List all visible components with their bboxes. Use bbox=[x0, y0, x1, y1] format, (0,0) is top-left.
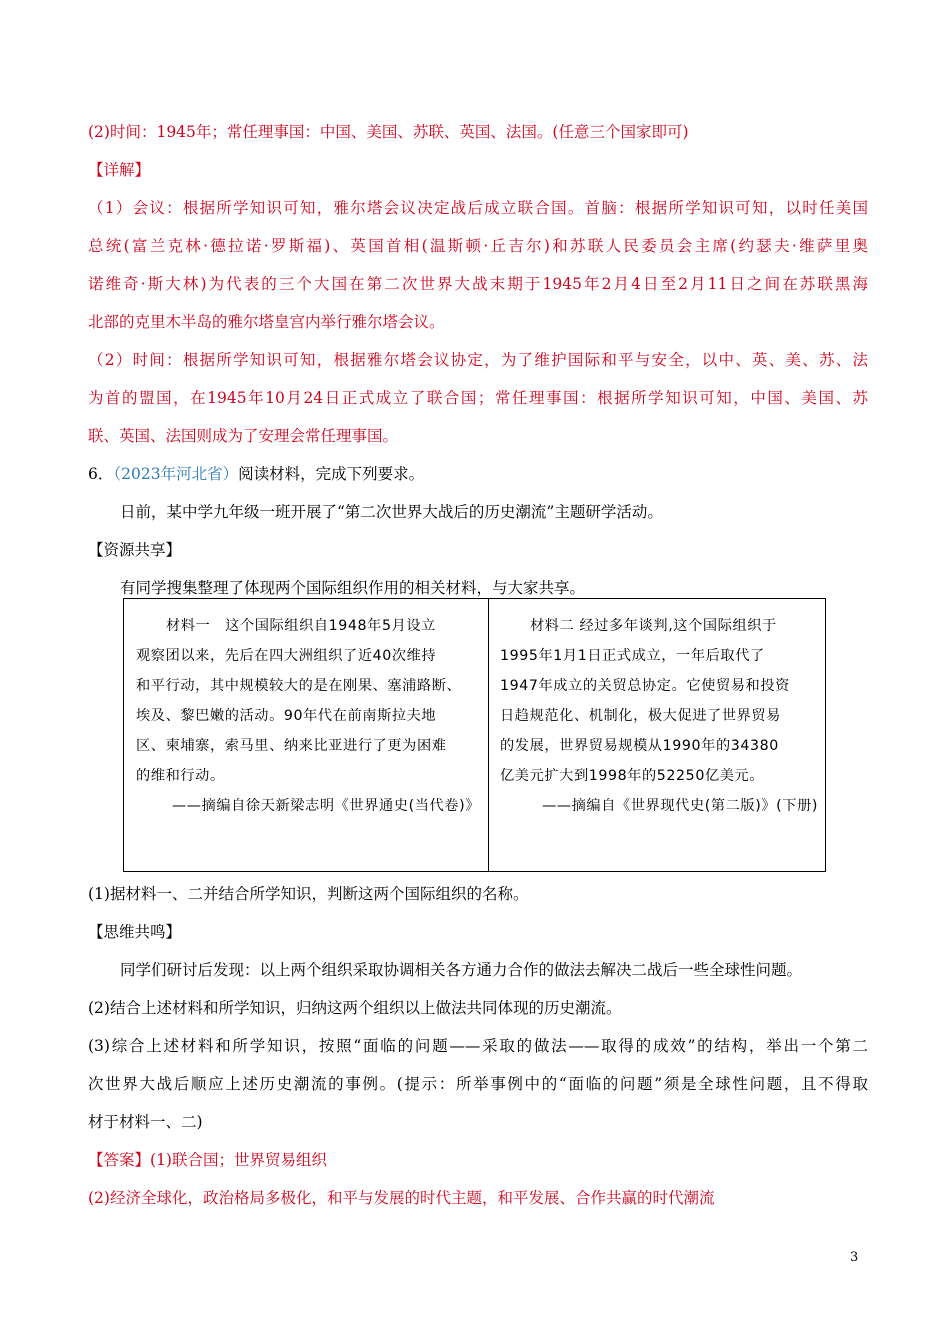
question-part-3-line-3: 材于材料一、二) bbox=[88, 1113, 203, 1131]
material-1-line: 的维和行动。 bbox=[136, 768, 225, 784]
material-2-line: 亿美元扩大到1998年的52250亿美元。 bbox=[500, 768, 765, 784]
detail-paragraph-1-line-1: （1）会议：根据所学知识可知，雅尔塔会议决定战后成立联合国。首脑：根据所学知识可知，以时任美国 bbox=[88, 199, 868, 217]
answer-part-2: (2)经济全球化，政治格局多极化，和平与发展的时代主题，和平发展、合作共赢的时代潮流 bbox=[88, 1189, 715, 1207]
question-6-header bbox=[88, 464, 868, 484]
question-part-3-line-1: (3)综合上述材料和所学知识，按照“面临的问题——采取的做法——取得的成效”的结构，举出一个第二 bbox=[88, 1037, 868, 1055]
question-part-1: (1)据材料一、二并结合所学知识，判断这两个国际组织的名称。 bbox=[88, 885, 529, 903]
resource-share-heading: 【资源共享】 bbox=[88, 541, 182, 559]
detail-paragraph-1-line-4: 北部的克里木半岛的雅尔塔皇宫内举行雅尔塔会议。 bbox=[88, 313, 445, 331]
page-number: 3 bbox=[850, 1250, 859, 1265]
question-intro: 日前，某中学九年级一班开展了“第二次世界大战后的历史潮流”主题研学活动。 bbox=[120, 503, 663, 521]
question-prompt: 阅读材料，完成下列要求。 bbox=[238, 465, 425, 483]
answer-line-2: (2)时间：1945年；常任理事国：中国、美国、苏联、英国、法国。(任意三个国家即可) bbox=[88, 123, 689, 141]
material-2-line: 日趋规范化、机制化，极大促进了世界贸易 bbox=[500, 708, 781, 724]
material-1-source: ——摘编自徐天新梁志明《世界通史(当代卷)》 bbox=[171, 798, 480, 814]
material-2-line: 1947年成立的关贸总协定。它使贸易和投资 bbox=[500, 678, 790, 694]
detail-heading: 【详解】 bbox=[88, 161, 151, 179]
question-part-2: (2)结合上述材料和所学知识，归纳这两个组织以上做法共同体现的历史潮流。 bbox=[88, 999, 622, 1017]
material-2-line: 材料二 经过多年谈判,这个国际组织于 bbox=[530, 618, 777, 634]
material-1-line: 材料一 这个国际组织自1948年5月设立 bbox=[166, 618, 436, 634]
detail-paragraph-1-line-2: 总统(富兰克林·德拉诺·罗斯福)、英国首相(温斯顿·丘吉尔)和苏联人民委员会主席(约瑟夫·维萨里奥 bbox=[88, 237, 868, 255]
answer-line-1 bbox=[88, 1150, 868, 1170]
material-1-line: 区、柬埔寨，索马里、纳来比亚进行了更为困难 bbox=[136, 738, 447, 754]
material-1-line: 埃及、黎巴嫩的活动。90年代在前南斯拉夫地 bbox=[136, 708, 437, 724]
material-1-line: 和平行动，其中规模较大的是在刚果、塞浦路断、 bbox=[136, 678, 462, 694]
table-divider bbox=[488, 599, 489, 871]
question-number: 6． bbox=[88, 465, 114, 483]
question-part-3-line-2: 次世界大战后顺应上述历史潮流的事例。(提示：所举事例中的“面临的问题”须是全球性问题，且不得取 bbox=[88, 1075, 868, 1093]
materials-table bbox=[123, 598, 826, 872]
answer-label: 【答案】 bbox=[88, 1151, 151, 1169]
material-1-line: 观察团以来，先后在四大洲组织了近40次维持 bbox=[136, 648, 437, 664]
question-source: （2023年河北省） bbox=[113, 465, 239, 483]
detail-paragraph-2-line-3: 联、英国、法国则成为了安理会常任理事国。 bbox=[88, 427, 399, 445]
detail-paragraph-1-line-3: 诺维奇·斯大林)为代表的三个大国在第二次世界大战末期于1945年2月4日至2月11日之间在苏联黑海 bbox=[88, 275, 868, 293]
material-1-cell bbox=[136, 611, 480, 821]
material-2-line: 的发展，世界贸易规模从1990年的34380 bbox=[500, 738, 779, 754]
material-2-line: 1995年1月1日正式成立，一年后取代了 bbox=[500, 648, 765, 664]
answer-part-1: (1)联合国；世界贸易组织 bbox=[150, 1151, 327, 1169]
thinking-resonance-text: 同学们研讨后发现：以上两个组织采取协调相关各方通力合作的做法去解决二战后一些全球性问题。 bbox=[120, 961, 803, 979]
thinking-resonance-heading: 【思维共鸣】 bbox=[88, 923, 182, 941]
material-2-cell bbox=[500, 611, 818, 821]
detail-paragraph-2-line-2: 为首的盟国，在1945年10月24日正式成立了联合国；常任理事国：根据所学知识可知，中国、美国、苏 bbox=[88, 389, 868, 407]
resource-share-text: 有同学搜集整理了体现两个国际组织作用的相关材料，与大家共享。 bbox=[120, 579, 586, 597]
detail-paragraph-2-line-1: （2）时间：根据所学知识可知，根据雅尔塔会议协定，为了维护国际和平与安全，以中、英、美、苏、法 bbox=[88, 351, 868, 369]
material-2-source: ——摘编自《世界现代史(第二版)》(下册) bbox=[542, 798, 818, 814]
